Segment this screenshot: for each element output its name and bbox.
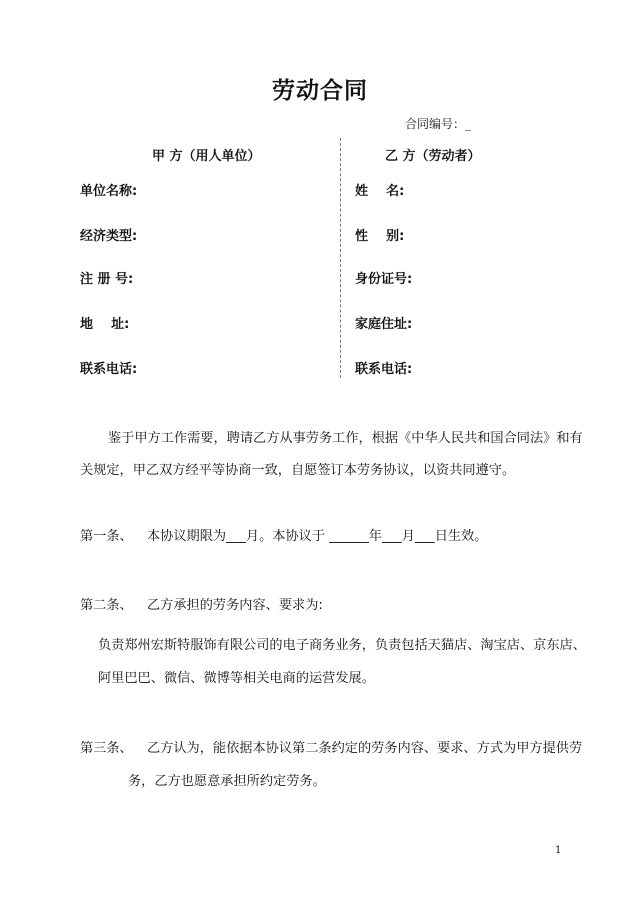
party-b-field-id-number: 身份证号: (355, 272, 413, 287)
party-a-heading: 甲 方（用人单位） (152, 149, 261, 164)
party-b-heading: 乙 方（劳动者） (385, 149, 481, 164)
clause-2-detail-line-1: 负责郑州宏斯特服饰有限公司的电子商务业务，负责包括天猫店、淘宝店、京东店、 (98, 638, 586, 653)
party-b-field-name: 姓 名: (355, 184, 405, 199)
clause-3-text: 乙方认为，能依据本协议第二条约定的劳务内容、要求、方式为甲方提供劳 (147, 741, 583, 756)
clause-1-label: 第一条、 (80, 529, 133, 544)
party-a-field-unit-name: 单位名称: (80, 184, 138, 199)
page-number: 1 (555, 845, 562, 856)
contract-number-label: 合同编号：_ (405, 117, 472, 131)
clause-2-text: 乙方承担的劳务内容、要求为: (147, 598, 323, 613)
preamble-line-1: 鉴于甲方工作需要，聘请乙方从事劳务工作，根据《中华人民共和国合同法》和有 (108, 431, 583, 446)
clause-2-detail-line-2: 阿里巴巴、微信、微博等相关电商的运营发展。 (98, 671, 375, 686)
clause-2-label: 第二条、 (80, 598, 133, 613)
party-a-field-phone: 联系电话: (80, 362, 138, 377)
document-title: 劳动合同 (272, 78, 368, 104)
preamble-line-2: 关规定，甲乙双方经平等协商一致，自愿签订本劳务协议，以资共同遵守。 (80, 463, 516, 478)
party-a-field-address: 地 址: (80, 317, 130, 332)
party-b-field-phone: 联系电话: (355, 362, 413, 377)
clause-1-text: 本协议期限为___月。本协议于 ______年___月___日生效。 (147, 529, 488, 544)
party-b-field-home-address: 家庭住址: (355, 317, 413, 332)
party-b-field-gender: 性 别: (355, 229, 405, 244)
clause-3-label: 第三条、 (80, 741, 133, 756)
clause-3-continuation: 务，乙方也愿意承担所约定劳务。 (128, 774, 326, 789)
column-divider (340, 138, 341, 378)
party-a-field-economic-type: 经济类型: (80, 229, 138, 244)
party-a-field-registration-no: 注 册 号: (80, 272, 134, 287)
